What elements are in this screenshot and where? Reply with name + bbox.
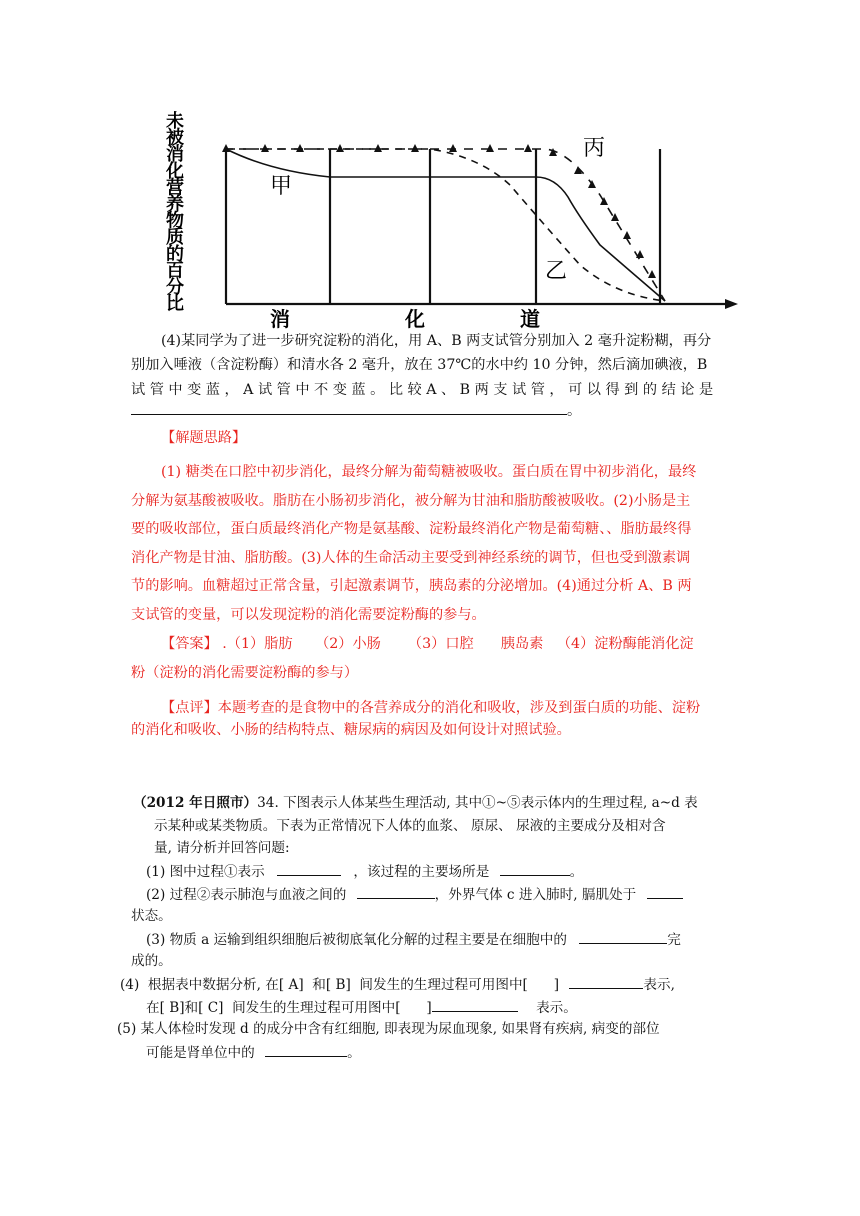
answer-line-2: 粉（淀粉的消化需要淀粉酶的参与）	[131, 665, 359, 681]
q34-p4-text-4: 表示。	[536, 1000, 577, 1016]
y-axis-label-char: 百	[166, 260, 184, 282]
q4-blank[interactable]	[131, 400, 567, 415]
curve-bing-markers	[222, 144, 656, 278]
q34-p4-text-2: 表示,	[643, 977, 675, 993]
q34-p2-blank-2[interactable]	[647, 884, 683, 899]
curve-label-jia: 甲	[270, 174, 293, 199]
q34-p1-end: 。	[569, 864, 584, 880]
y-axis-label-char: 化	[166, 160, 184, 182]
q34-p3-tail: 成的。	[131, 953, 172, 969]
x-axis-label-char: 消	[270, 307, 290, 330]
q34-part-1	[146, 861, 583, 882]
triangle-marker	[336, 144, 344, 152]
triangle-marker	[411, 144, 419, 152]
x-axis-label	[270, 307, 540, 330]
triangle-marker	[636, 250, 644, 258]
q34-p5-end: 。	[347, 1045, 361, 1061]
q34-p3-text: (3) 物质 a 运输到组织细胞后被彻底氧化分解的过程主要是在细胞中的	[146, 932, 567, 948]
q4-line-3: 试 管 中 变 蓝 ， A 试 管 中 不 变 蓝 。 比 较 A 、 B 两 支 试 管 ， 可 以 得 到 的 结 论 是	[131, 382, 714, 398]
q34-p2-blank-1[interactable]	[357, 884, 435, 899]
q34-p3-text-2: 完	[667, 932, 681, 948]
curve-label-yi: 乙	[545, 259, 568, 284]
q34-p4-text: (4) 根据表中数据分析, 在[ A] 和[ B] 间发生的生理过程可用图中[ ]	[120, 977, 560, 993]
y-axis-label-char: 分	[166, 277, 184, 298]
y-axis-label-char: 未	[166, 111, 184, 132]
q4-line-2: 别加入唾液（含淀粉酶）和清水各 2 毫升，放在 37℃的水中约 10 分钟，然后滴加碘液，B	[131, 357, 708, 373]
q4-answer-line	[131, 400, 581, 421]
triangle-marker	[261, 144, 269, 152]
q4-line-1: (4)某同学为了进一步研究淀粉的消化，用 A、B 两支试管分别加入 2 毫升淀粉糊，再分	[161, 333, 712, 349]
digestion-chart	[160, 105, 740, 330]
q34-p1-blank-1[interactable]	[277, 861, 341, 876]
q34-part-4	[120, 974, 675, 995]
triangle-marker	[449, 144, 457, 152]
analysis-line: 节的影响。血糖超过正常含量，引起激素调节，胰岛素的分泌增加。(4)通过分析 A、B 两	[131, 578, 692, 594]
triangle-marker	[524, 144, 532, 152]
q34-intro-2: 示某种或某类物质。下表为正常情况下人体的血浆、 原尿、 尿液的主要成分及相对含	[154, 818, 666, 834]
q34-intro-3: 量, 请分析并回答问题:	[154, 840, 290, 856]
q34-part-5: (5) 某人体检时发现 d 的成分中含有红细胞, 即表现为尿血现象, 如果肾有疾病, 病变的部位	[117, 1021, 660, 1037]
q34-p2-text: (2) 过程②表示肺泡与血液之间的	[146, 887, 347, 903]
analysis-line: 支试管的变量，可以发现淀粉的消化需要淀粉酶的参与。	[131, 607, 486, 623]
q34-p2-text-2: ，外界气体 c 进入肺时, 膈肌处于	[434, 887, 637, 903]
triangle-marker	[374, 144, 382, 152]
analysis-line: 要的吸收部位，蛋白质最终消化产物是氨基酸、淀粉最终消化产物是葡萄糖、、脂肪最终得	[131, 521, 692, 537]
q34-intro-1	[133, 793, 698, 813]
q34-p4-blank-1[interactable]	[569, 974, 643, 989]
q34-p3-blank[interactable]	[579, 929, 667, 944]
x-axis-arrow	[725, 299, 738, 309]
triangle-marker	[623, 231, 631, 239]
answer-line-1: 【答案】 .（1）脂肪 （2）小肠 （3）口腔 胰岛素 （4）淀粉酶能消化淀	[161, 636, 694, 652]
q4-period: 。	[567, 403, 582, 419]
q34-p5-blank[interactable]	[265, 1042, 347, 1057]
q34-p5-text: 可能是肾单位中的	[146, 1045, 255, 1061]
y-axis-label-char: 比	[166, 293, 184, 315]
triangle-marker	[486, 144, 494, 152]
x-axis-label-char: 道	[520, 307, 540, 330]
q34-part-3	[146, 929, 681, 950]
y-axis-label-char: 质	[166, 227, 184, 249]
q34-p1-text-2: ，该过程的主要场所是	[353, 864, 490, 880]
y-axis-label-char: 营	[166, 177, 184, 199]
x-axis-label-char: 化	[405, 307, 425, 330]
comment-line-2: 的消化和吸收、小肠的结构特点、糖尿病的病因及如何设计对照试验。	[131, 722, 571, 738]
analysis-line: 消化产物是甘油、脂肪酸。(3)人体的生命活动主要受到神经系统的调节，但也受到激素调	[131, 550, 691, 566]
y-axis-label	[165, 110, 185, 315]
q34-source: （2012 年日照市）	[133, 795, 258, 811]
q34-p4-blank-2[interactable]	[432, 997, 518, 1012]
y-axis-label-char: 养	[166, 194, 184, 215]
q34-p4-text-3: 在[ B]和[ C] 间发生的生理过程可用图中[ ]	[146, 1000, 432, 1016]
q34-p1-blank-2[interactable]	[500, 861, 570, 876]
q34-p2-tail: 状态。	[131, 908, 172, 924]
triangle-marker	[648, 270, 656, 278]
curve-label-bing: 丙	[583, 136, 606, 161]
y-axis-label-char: 物	[166, 210, 184, 232]
analysis-line: (1) 糖类在口腔中初步消化，最终分解为葡萄糖被吸收。蛋白质在胃中初步消化，最终	[161, 464, 697, 480]
y-axis-label-char: 被	[166, 127, 184, 149]
q34-part-4b	[146, 997, 577, 1018]
y-axis-label-char: 消	[166, 144, 184, 166]
y-axis-label-char: 的	[166, 243, 184, 265]
q34-p1-text: (1) 图中过程①表示	[146, 864, 265, 880]
q34-part-2	[146, 884, 683, 905]
comment-line-1: 【点评】本题考查的是食物中的各营养成分的消化和吸收，涉及到蛋白质的功能、淀粉	[161, 700, 701, 716]
q34-intro-text: 34. 下图表示人体某些生理活动, 其中①~⑤表示体内的生理过程, a~d 表	[257, 795, 698, 811]
analysis-heading: 【解题思路】	[161, 430, 247, 446]
triangle-marker	[296, 144, 304, 152]
analysis-line: 分解为氨基酸被吸收。脂肪在小肠初步消化，被分解为甘油和脂肪酸被吸收。(2)小肠是主	[131, 493, 691, 509]
q34-part-5b	[146, 1042, 361, 1063]
